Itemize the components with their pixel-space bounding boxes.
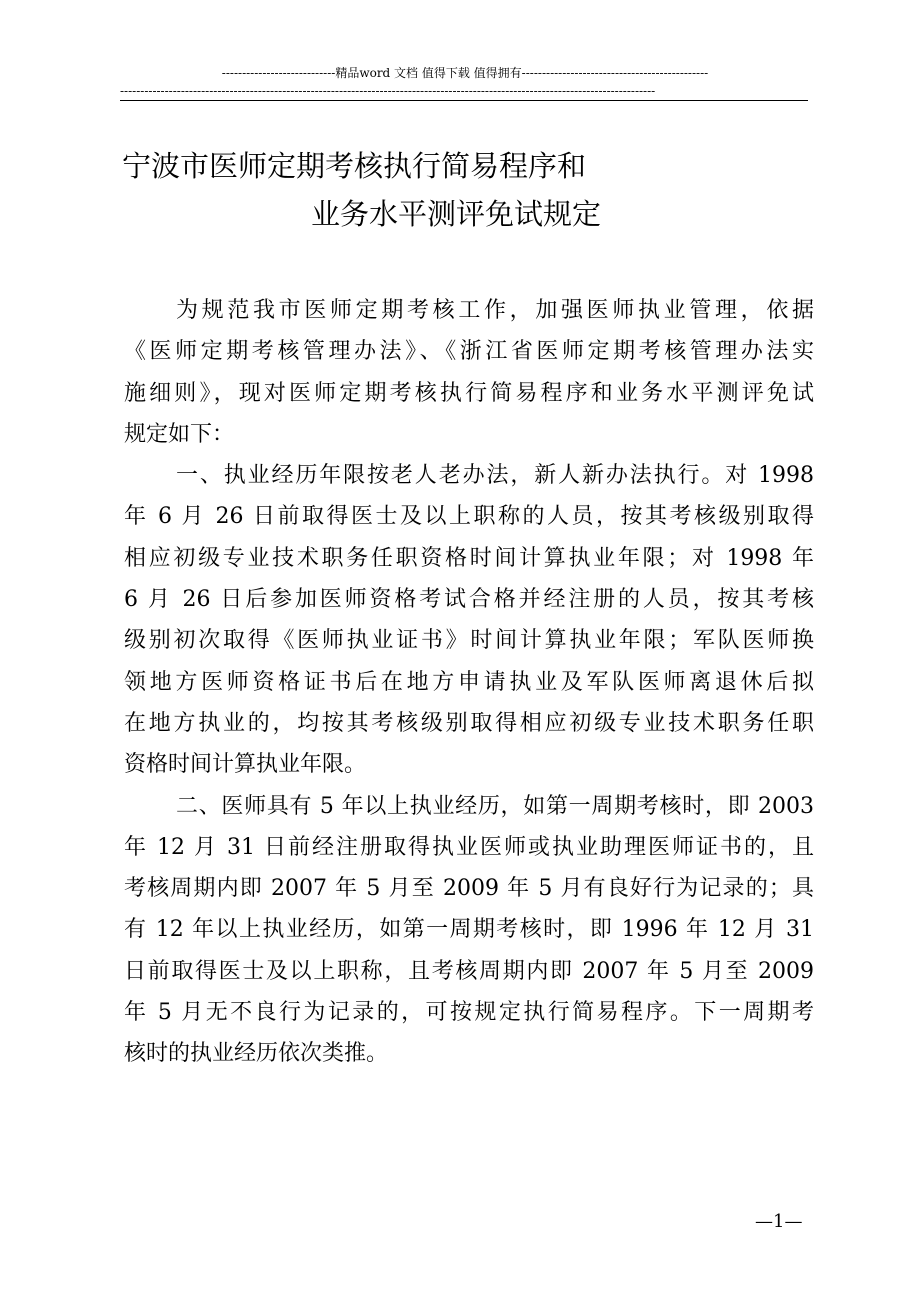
- paragraph-line: 相应初级专业技术职务任职资格时间计算执业年限；对 1998 年: [124, 545, 814, 571]
- paragraph-line: 《医师定期考核管理办法》、《浙江省医师定期考核管理办法实: [124, 339, 814, 365]
- header-divider: [120, 100, 808, 101]
- paragraph-line: 一、执业经历年限按老人老办法，新人新办法执行。对 1998: [176, 463, 814, 489]
- paragraph-line: 年 6 月 26 日前取得医士及以上职称的人员，按其考核级别取得: [124, 504, 814, 530]
- document-title-line-2: 业务水平测评免试规定: [311, 197, 602, 231]
- document-body: [124, 290, 814, 1075]
- paragraph-line: 年 5 月无不良行为记录的，可按规定执行简易程序。下一周期考: [124, 1000, 814, 1026]
- paragraph-line: 领地方医师资格证书后在地方申请执业及军队医师离退休后拟: [124, 669, 814, 695]
- paragraph-line: 有 12 年以上执业经历，如第一周期考核时，即 1996 年 12 月 31: [124, 917, 814, 943]
- paragraph-line: 核时的执业经历依次类推。: [124, 1041, 389, 1067]
- paragraph-line: 考核周期内即 2007 年 5 月至 2009 年 5 月有良好行为记录的；具: [124, 876, 814, 902]
- paragraph-line: 日前取得医士及以上职称，且考核周期内即 2007 年 5 月至 2009: [124, 958, 814, 984]
- paragraph-line: 为规范我市医师定期考核工作，加强医师执业管理，依据: [176, 298, 814, 323]
- paragraph-line: 施细则》，现对医师定期考核执行简易程序和业务水平测评免试: [124, 380, 814, 406]
- paragraph-line: 在地方执业的，均按其考核级别取得相应初级专业技术职务任职: [124, 710, 814, 736]
- paragraph-line: 二、医师具有 5 年以上执业经历，如第一周期考核时，即 2003: [176, 793, 814, 819]
- paragraph-line: 级别初次取得《医师执业证书》时间计算执业年限；军队医师换: [124, 628, 814, 654]
- document-header: ----------------------------精品word 文档 值得下载 值得拥有----------------------------------------------: [221, 66, 709, 80]
- page-number: —1—: [755, 1211, 803, 1232]
- paragraph-line: 规定如下：: [124, 421, 235, 447]
- header-dash-line: ------------------------------------------------------------------------------------------------------------------------------------: [120, 84, 656, 98]
- paragraph-line: 年 12 月 31 日前经注册取得执业医师或执业助理医师证书的，且: [124, 834, 814, 860]
- paragraph-line: 6 月 26 日后参加医师资格考试合格并经注册的人员，按其考核: [124, 587, 814, 613]
- paragraph-line: 资格时间计算执业年限。: [124, 752, 367, 778]
- document-title-line-1: 宁波市医师定期考核执行简易程序和: [122, 149, 587, 183]
